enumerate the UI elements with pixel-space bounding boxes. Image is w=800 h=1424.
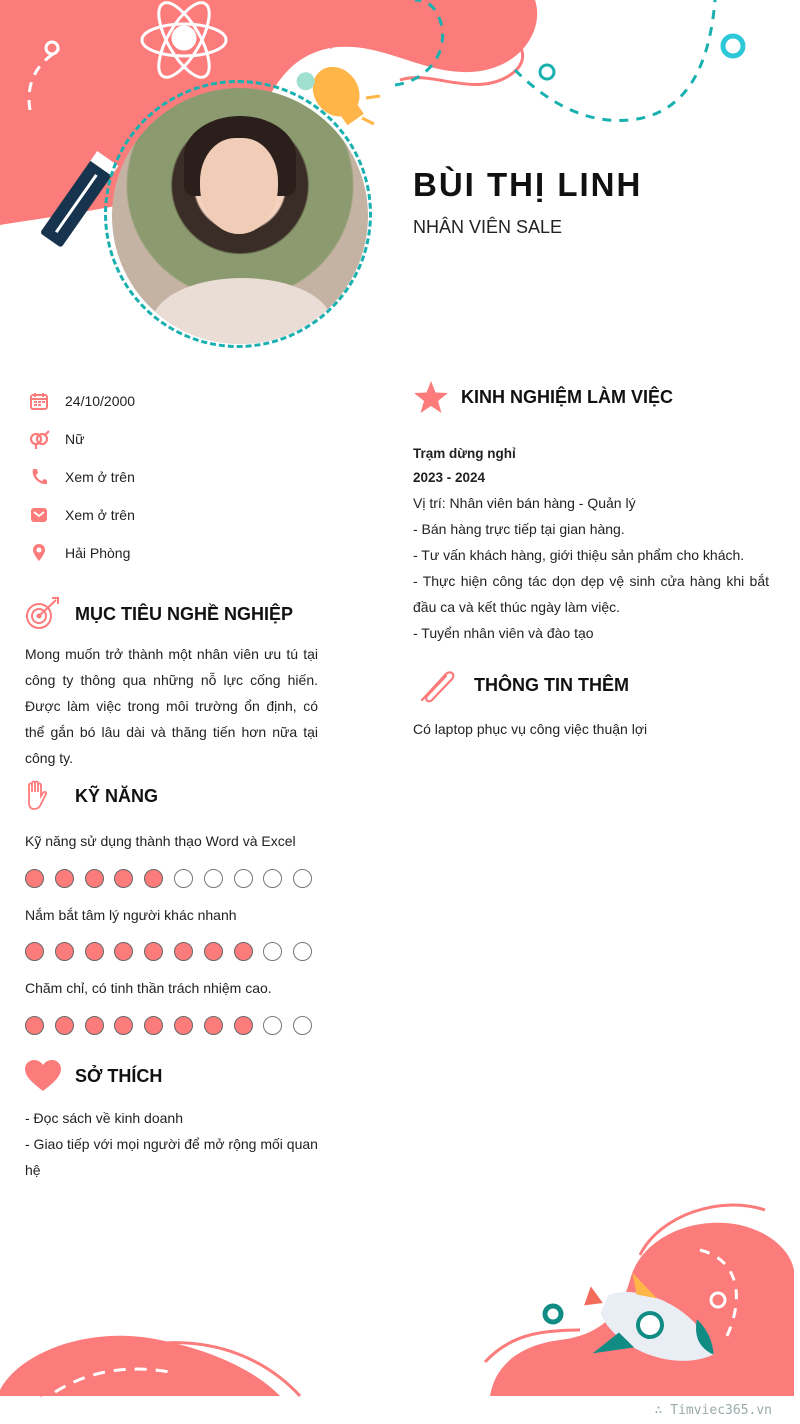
contact-email [28, 496, 135, 534]
rating-dot-empty [293, 869, 312, 888]
skills-heading [24, 780, 158, 812]
rating-dot-empty [174, 869, 193, 888]
rating-dot-filled [55, 942, 74, 961]
candidate-name: BÙI THỊ LINH [413, 166, 643, 203]
objective-text: Mong muốn trở thành một nhân viên ưu tú tại công ty thông qua những nỗ lực cống hiến. Được làm việc trong môi trường ổn định, có thể gắn bó lâu dài và thăng tiến hơn nữa tại công ty. [25, 646, 318, 766]
rating-dot-filled [25, 942, 44, 961]
rating-dot-filled [55, 1016, 74, 1035]
experience-period: 2023 - 2024 [413, 470, 486, 485]
rating-dot-filled [25, 869, 44, 888]
phone-icon [28, 466, 50, 488]
rating-dot-filled [25, 1016, 44, 1035]
section-title: KỸ NĂNG [75, 785, 159, 806]
rating-dot-filled [144, 1016, 163, 1035]
experience-line: - Thực hiện công tác dọn dẹp vệ sinh cửa hàng khi bắt đầu ca và kết thúc ngày làm việc. [413, 573, 769, 615]
rating-dot-filled [144, 869, 163, 888]
rating-dot-filled [114, 1016, 133, 1035]
rating-dot-filled [144, 942, 163, 961]
rating-dot-filled [114, 942, 133, 961]
rating-dot-filled [85, 869, 104, 888]
contact-birthday [28, 382, 135, 420]
rating-dot-filled [234, 1016, 253, 1035]
section-title: SỞ THÍCH [75, 1065, 163, 1086]
skill-label: Nắm bắt tâm lý người khác nhanh [25, 907, 237, 923]
contact-text: Xem ở trên [65, 469, 135, 485]
contact-list [28, 382, 135, 572]
hand-icon [24, 780, 48, 812]
contact-gender [28, 420, 135, 458]
hobby-item: - Giao tiếp với mọi người để mở rộng mối quan hệ [25, 1136, 318, 1178]
contact-phone [28, 458, 135, 496]
extra-heading [414, 664, 629, 706]
contact-text: 24/10/2000 [65, 393, 136, 409]
experience-block [413, 442, 769, 646]
rating-dot-empty [234, 869, 253, 888]
skill-rating [25, 869, 323, 888]
star-icon [413, 380, 449, 414]
email-icon [28, 504, 50, 526]
contact-text: Hải Phòng [65, 545, 131, 561]
watermark: ∴ Timviec365.vn [654, 1403, 772, 1418]
contact-text: Xem ở trên [65, 507, 135, 523]
rating-dot-filled [234, 942, 253, 961]
skill-rating [25, 942, 323, 961]
rating-dot-empty [263, 869, 282, 888]
skill-rating [25, 1016, 323, 1035]
hobbies-heading [24, 1060, 162, 1092]
rating-dot-filled [55, 869, 74, 888]
rating-dot-filled [85, 942, 104, 961]
rating-dot-filled [85, 1016, 104, 1035]
rating-dot-filled [174, 1016, 193, 1035]
gender-icon [28, 428, 50, 450]
rating-dot-empty [263, 1016, 282, 1035]
rating-dot-filled [204, 1016, 223, 1035]
rating-dot-empty [204, 869, 223, 888]
experience-heading [413, 380, 673, 414]
objective-heading [24, 596, 293, 632]
section-title: THÔNG TIN THÊM [474, 674, 629, 695]
rating-dot-empty [293, 1016, 312, 1035]
rating-dot-empty [293, 942, 312, 961]
skill-label: Kỹ năng sử dụng thành thạo Word và Excel [25, 833, 296, 849]
hobby-item: - Đọc sách về kinh doanh [25, 1110, 183, 1126]
rating-dot-filled [114, 869, 133, 888]
target-icon [24, 596, 60, 632]
hobbies-list [25, 1105, 321, 1183]
rating-dot-filled [174, 942, 193, 961]
location-icon [28, 542, 50, 564]
heart-icon [24, 1060, 62, 1092]
rocket-icon [565, 1259, 730, 1400]
candidate-role: NHÂN VIÊN SALE [413, 217, 563, 237]
paperclip-icon [414, 664, 460, 706]
avatar [112, 88, 368, 344]
rating-dot-filled [204, 942, 223, 961]
experience-line: - Tư vấn khách hàng, giới thiệu sản phẩm cho khách. [413, 547, 745, 563]
contact-text: Nữ [65, 431, 85, 447]
experience-line: - Bán hàng trực tiếp tại gian hàng. [413, 521, 625, 537]
contact-location [28, 534, 135, 572]
section-title: KINH NGHIỆM LÀM VIỆC [461, 386, 674, 407]
experience-line: - Tuyển nhân viên và đào tạo [413, 625, 594, 641]
skill-label: Chăm chỉ, có tinh thần trách nhiệm cao. [25, 980, 272, 996]
calendar-icon [28, 390, 50, 412]
section-title: MỤC TIÊU NGHỀ NGHIỆP [75, 603, 294, 624]
extra-text: Có laptop phục vụ công việc thuận lợi [413, 721, 648, 737]
rating-dot-empty [263, 942, 282, 961]
experience-position: Vị trí: Nhân viên bán hàng - Quản lý [413, 495, 636, 511]
experience-company: Trạm dừng nghỉ [413, 446, 516, 461]
